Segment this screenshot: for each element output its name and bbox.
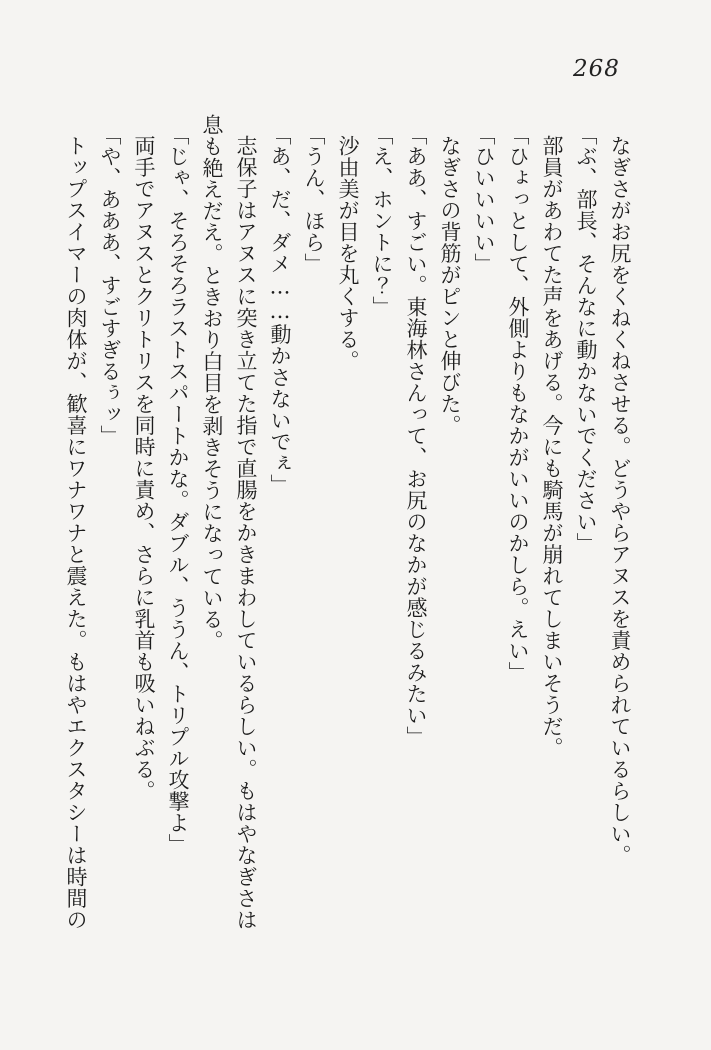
dialogue-line: 「ひいいいい」: [472, 124, 496, 275]
narrative-line: トップスイマーの肉体が、歓喜にワナワナと震えた。もはやエクスタシーは時間の: [64, 135, 88, 931]
narrative-line: 沙由美が目を丸くする。: [336, 135, 360, 372]
dialogue-line: 「あ、だ、ダメ……動かさないでぇ」: [268, 124, 292, 496]
narrative-line: なぎさの背筋がピンと伸びた。: [438, 135, 462, 436]
dialogue-line: 「ああ、すごい。東海林さんって、お尻のなかが感じるみたい」: [404, 124, 428, 748]
vertical-text-block: [57, 114, 637, 954]
narrative-line: 部員があわてた声をあげる。今にも騎馬が崩れてしまいそうだ。: [540, 135, 564, 759]
dialogue-line: 「え、ホントに？」: [370, 124, 394, 318]
narrative-line: 志保子はアヌスに突き立てた指で直腸をかきまわしているらしい。もはやなぎさは: [234, 135, 258, 931]
dialogue-line: 「うん、ほら」: [302, 124, 326, 275]
continuation-line: 息も絶えだえ。ときおり白目を剥きそうになっている。: [200, 114, 224, 652]
narrative-line: なぎさがお尻をくねくねさせる。どうやらアヌスを責められているらしい。: [608, 135, 632, 866]
dialogue-line: 「ぶ、部長、そんなに動かないでください」: [574, 124, 598, 554]
dialogue-line: 「ひょっとして、外側よりもなかがいいのかしら。えい」: [506, 124, 530, 683]
page-number: 268: [573, 56, 620, 82]
dialogue-line: 「じゃ、そろそろラストスパートかな。ダブル、ううん、トリプル攻撃よ」: [166, 124, 190, 855]
narrative-line: 両手でアヌスとクリトリスを同時に責め、さらに乳首も吸いねぶる。: [132, 135, 156, 802]
dialogue-line: 「や、あああ、すごすぎるぅッ」: [98, 124, 122, 447]
